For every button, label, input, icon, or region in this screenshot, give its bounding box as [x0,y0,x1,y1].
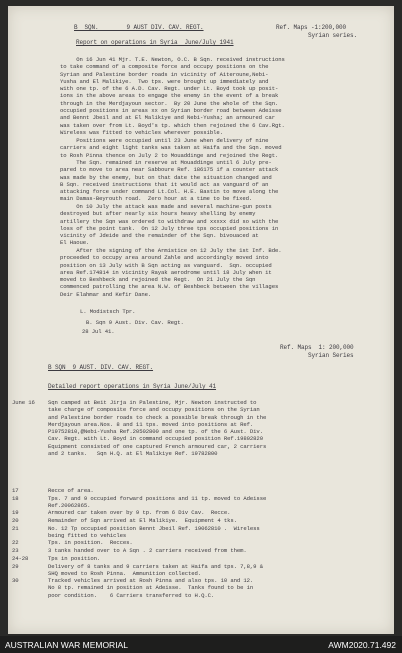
entry-date: 22 [12,539,19,546]
entry-date: 29 [12,563,19,570]
entry-text: Tps. 7 and 9 occupied forward positions and 11 tp. moved to Adeisse Ref.20062865. [48,495,267,510]
entry-text: No. 12 Tp occupied position Bennt Jbeil Ref. 19062810 . Wireless being fitted to vehicles [48,525,260,540]
paragraph-2: Positions were occupied until 23 June when delivery of nine carriers and eight light tanks was taken at Haifa and the Sqn. moved to Rosh Pinna thence on July 2 to Mouaddinge and rejoined the Regt. [60,137,282,159]
entry-text: Recce of area. [48,487,94,494]
entry-date: 18 [12,495,19,502]
paragraph-4: On 10 July the attack was made and several machine-gun posts destroyed but after nearly six hours heavy shelling by enemy artillery the Sqn was ordered to withdraw and xxxxx did so with the loss of the point tank. On 12 July three tps occupied positions in vicinity of Jdeide and the remainder of the Sqn. bivouaced at El Haoue. [60,203,279,247]
entry-text: Tps. in position. Recces. [48,539,133,546]
entry-text: 3 tanks handed over to A Sqn . 2 carriers received from them. [48,547,247,554]
report-title: Report on operations in Syria June/July 1941 [76,39,234,46]
entry-text: Sqn camped at Beit Jirja in Palestine, Mjr. Newton instructed to take charge of composite force and occupy positions on the Syrian and Palestine border roads to check a possible break through in the Merdjayoun area.Nos. 8 and 11 tps. moved into positions at Ref. P19752810,@Nebi-Yusha Ref.20502800 and one tp. of the 6 Aust. Div. Cav. Regt. with Lt. Boyd in command occupied position Ref.19802820 Equipment consisted of one captured French armoured car, 2 carriers and 2 tanks. Sqn H.Q. at El Malikiye Ref. 19782800 [48,399,267,458]
ref-maps-2: Ref. Maps 1: 200,000 [280,344,354,351]
archive-footer [0,636,402,653]
paragraph-1: On 16 Jun 41 Mjr. T.E. Newton, O.C. B Sqn. received instructions to take command of a composite force and occupy positions on the Syrian and Palestine border roads in vicinity of Aiteroune,Nebi- Yusha and El Malikiye. Two tps. were brought up immediately and with one tp. of the 6 A.D. Cav. Regt. under Lt. Boyd took up posit- ions in the above areas to engage the enemy in the event of a break through in the Merdjayoun sector. By 20 June the whole of the Sqn. occupied positions in areas xx on Syrian border road between Adeisse and Bennt Jbeil and at El Malikiye and Nebi-Yusha; an armoured car was taken over from Lt. Boyd's tp. which then rejoined the 6 Cav.Rgt. Wireless was fitted to vehicles wherever possible. [60,56,285,136]
paragraph-3: The Sqn. remained in reserve at Mouaddinge until 6 July pre- pared to move to area near Sabboure Ref. 186175 if a counter attack was made by the enemy, but on that date the situation changed and B Sqn. received instructions that it would act as vanguard of an attacking force under command Lt.Col. H.E. Bastin to move along the main Damas-Beyrouth road. Zero hour at a time to be fixed. [60,159,279,203]
entry-date: 17 [12,487,19,494]
entry-date: 19 [12,509,19,516]
ref-maps: Ref. Maps -1:200,000 [276,24,347,31]
ref-series: Syrian series. [308,32,358,39]
signature-name: L. Modistsch Tpr. [80,308,136,315]
entry-text: Armoured car taken over by 9 tp. from 6 Div Cav. Recce. [48,509,231,516]
report-title-2: Detailed report operations in Syria June/July 41 [48,383,217,390]
entry-date: 20 [12,517,19,524]
entry-text: Tracked vehicles arrived at Rosh Pinna and also tps. 10 and 12. No 8 tp. remained in position at Adeisse. Tanks found to be in poor condition. 6 Carriers transferred to H.Q.C. [48,577,254,599]
archive-name: AUSTRALIAN WAR MEMORIAL [5,640,128,650]
entry-text: Remainder of Sqn arrived at El Malikiye. Equipment 4 tks. [48,517,237,524]
entry-date: 21 [12,525,19,532]
signature-date: 28 Jul 41. [82,328,115,335]
entry-date: 24-28 [12,555,29,562]
document-page [8,6,394,634]
unit-header-2: B SQN 9 AUST. DIV. CAV. REGT. [48,364,154,371]
entry-text: Tps in position. [48,555,101,562]
entry-text: Delivery of 8 tanks and 9 carriers taken at Haifa and tps. 7,8,9 & SHQ moved to Rosh Pinna. Ammunition collected. [48,563,263,578]
signature-unit: B. Sqn 9 Aust. Div. Cav. Regt. [86,319,184,326]
entry-date: June 16 [12,399,35,406]
archive-id: AWM2020.71.492 [328,640,396,650]
ref-series-2: Syrian Series [308,352,354,359]
entry-date: 30 [12,577,19,584]
unit-header: B SQN. 9 AUST DIV. CAV. REGT. [74,24,204,31]
paragraph-5: After the signing of the Armistice on 12 July the 1st Inf. Bde. proceeded to occupy area around Zahle and accordingly moved into position on 13 July with B Sqn acting as vanguard. Sqn. occupied area Ref.174814 in vicinity Rayak aerodrome until 18 July when it moved to Beshbeck and rejoined the Regt. On 21 July the Sqn commenced patrolling the area N.W. of Beshbeck between the villages Deir Elahmar and Kefir Dane. [60,247,282,298]
entry-date: 23 [12,547,19,554]
